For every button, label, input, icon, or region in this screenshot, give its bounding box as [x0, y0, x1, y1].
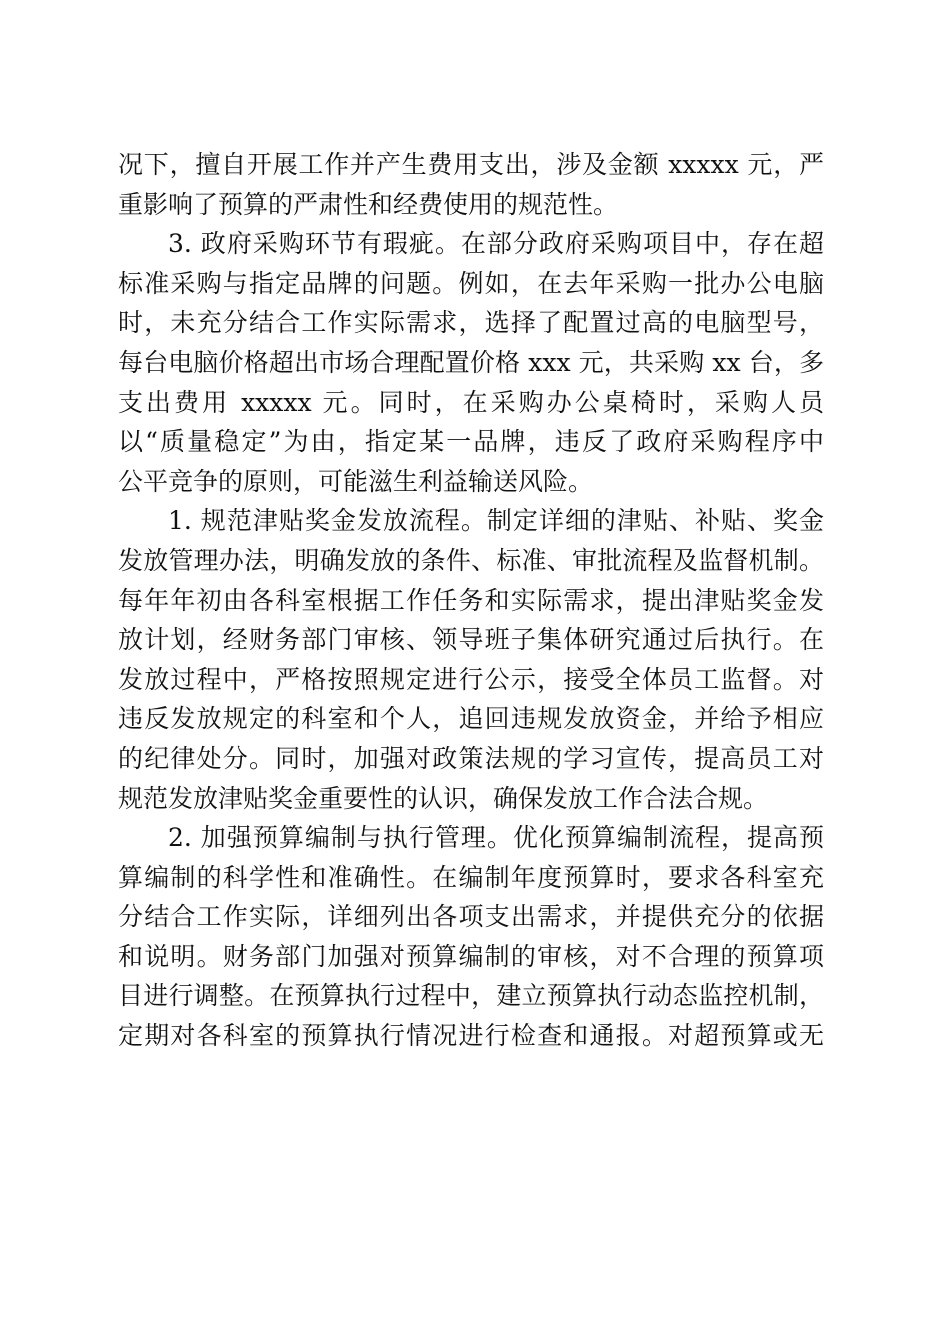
text-line: 以“质量稳定”为由，指定某一品牌，违反了政府采购程序中	[118, 427, 824, 457]
text-line: 2. 加强预算编制与执行管理。优化预算编制流程，提高预	[168, 823, 824, 853]
text-line: 算编制的科学性和准确性。在编制年度预算时，要求各科室充	[118, 862, 824, 892]
text-line: 况下，擅自开展工作并产生费用支出，涉及金额 xxxxx 元，严	[118, 150, 824, 179]
text-line: 放计划，经财务部门审核、领导班子集体研究通过后执行。在	[118, 625, 824, 655]
text-line: 违反发放规定的科室和个人，追回违规发放资金，并给予相应	[118, 704, 824, 734]
text-line: 规范发放津贴奖金重要性的认识，确保发放工作合法合规。	[118, 783, 769, 813]
text-line: 每台电脑价格超出市场合理配置价格 xxx 元，共采购 xx 台，多	[118, 347, 824, 377]
text-line: 每年年初由各科室根据工作任务和实际需求，提出津贴奖金发	[118, 585, 824, 615]
text-line: 发放管理办法，明确发放的条件、标准、审批流程及监督机制。	[118, 545, 824, 575]
text-line: 目进行调整。在预算执行过程中，建立预算执行动态监控机制，	[118, 981, 824, 1011]
text-line: 发放过程中，严格按照规定进行公示，接受全体员工监督。对	[118, 664, 824, 694]
text-line: 分结合工作实际，详细列出各项支出需求，并提供充分的依据	[118, 902, 824, 932]
text-line: 定期对各科室的预算执行情况进行检查和通报。对超预算或无	[118, 1021, 824, 1051]
text-line: 重影响了预算的严肃性和经费使用的规范性。	[118, 189, 619, 219]
text-line: 的纪律处分。同时，加强对政策法规的学习宣传，提高员工对	[118, 743, 824, 773]
text-line: 标准采购与指定品牌的问题。例如，在去年采购一批办公电脑	[118, 268, 824, 298]
text-line: 时，未充分结合工作实际需求，选择了配置过高的电脑型号，	[118, 308, 824, 338]
text-line: 支出费用 xxxxx 元。同时，在采购办公桌椅时，采购人员	[118, 387, 824, 417]
text-line: 1. 规范津贴奖金发放流程。制定详细的津贴、补贴、奖金	[168, 506, 824, 536]
document-body	[118, 145, 824, 1056]
text-line: 3. 政府采购环节有瑕疵。在部分政府采购项目中，存在超	[168, 229, 824, 259]
text-line: 和说明。财务部门加强对预算编制的审核，对不合理的预算项	[118, 941, 824, 971]
text-line: 公平竞争的原则，可能滋生利益输送风险。	[118, 466, 594, 496]
